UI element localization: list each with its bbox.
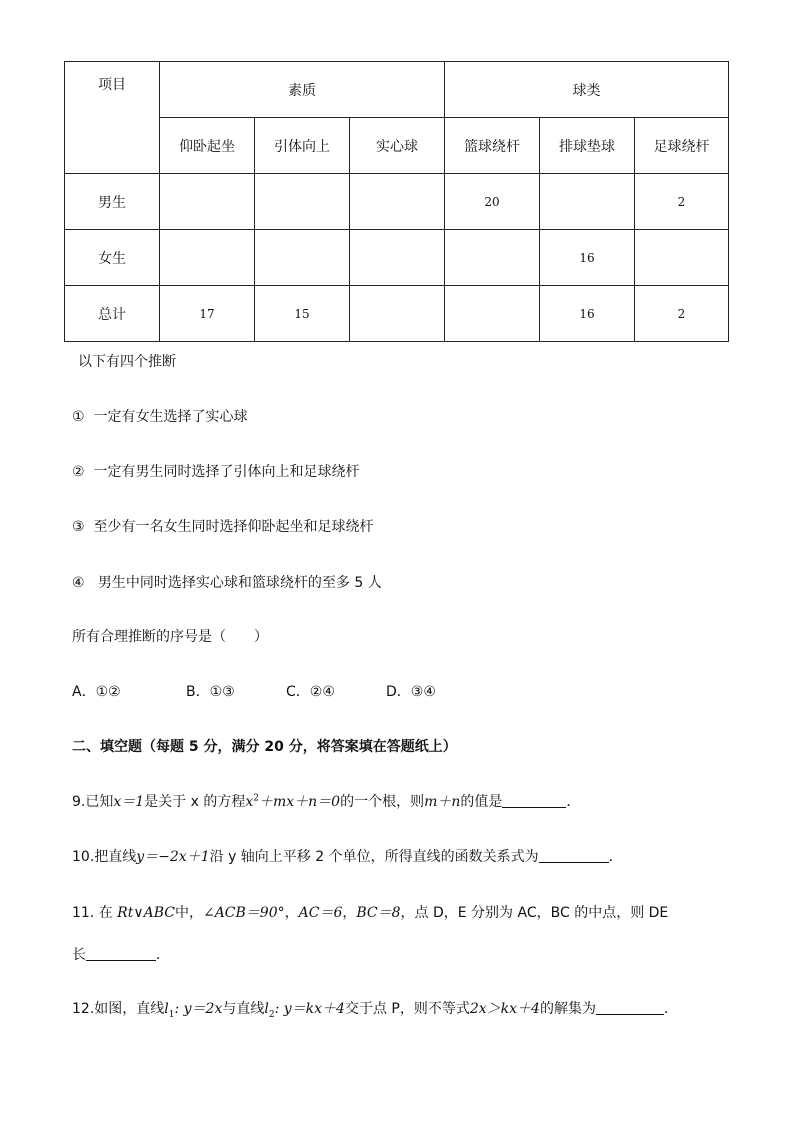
subheader-cell: 篮球绕杆 [445,118,540,174]
inference-number: ③ [72,519,85,535]
answer-blank[interactable] [539,848,609,863]
table-row [65,174,729,230]
question-9 [72,791,580,811]
option-value: ③④ [410,684,436,700]
table-cell: 20 [445,174,540,230]
q12-text: 交于点 P，则不等式 [344,1001,470,1017]
q9-math: 2 [253,793,259,804]
q12-math: l [164,1001,169,1017]
section-title: 二、填空题（每题 5 分，满分 20 分，将答案填在答题纸上） [72,739,457,755]
row-label: 男生 [65,174,160,230]
q9-math: x＝1 [113,794,145,810]
option-c[interactable] [286,681,335,701]
question-10 [72,846,623,866]
q11-math: AC＝6 [298,905,343,921]
header-group-qiulei: 球类 [445,62,729,118]
table-cell: 15 [255,286,350,342]
table-cell [255,230,350,286]
q9-math: ＋mx＋n＝0 [259,794,341,810]
header-group-suzhi: 素质 [160,62,445,118]
answer-blank[interactable] [596,1000,664,1015]
q10-text: 10.把直线 [72,849,137,865]
option-d[interactable] [386,681,436,701]
question-12 [72,998,678,1020]
table-cell: 2 [635,286,729,342]
row-label: 总计 [65,286,160,342]
q10-text: 沿 y 轴向上平移 2 个单位，所得直线的函数关系式为 [209,849,539,865]
q12-math: l [264,1001,269,1017]
q9-text: 是关于 x 的方程 [144,794,246,810]
table-cell [255,174,350,230]
q12-text: 12.如图，直线 [72,1001,165,1017]
q11-text: 11. 在 [72,905,113,921]
inference-number: ② [72,464,85,480]
subheader-cell: 引体向上 [255,118,350,174]
header-item: 项目 [65,62,160,174]
q12-math: 2 [268,1009,275,1020]
q12-math: : y＝kx＋4 [274,1001,345,1017]
q12-math: 1 [168,1009,175,1020]
q11-text: ， [342,905,357,921]
table-cell [160,174,255,230]
question-11 [72,902,668,922]
q9-text: 的一个根，则 [340,794,425,810]
table-cell [445,286,540,342]
table-cell [635,230,729,286]
option-b[interactable] [186,681,235,701]
table-cell: 16 [540,286,635,342]
inference-number: ④ [72,575,85,591]
q11-text: 长 [72,947,86,963]
option-value: ①② [95,684,121,700]
inference-text: 一定有女生选择了实心球 [93,409,248,425]
option-a[interactable] [72,681,121,701]
row-label: 女生 [65,230,160,286]
option-letter: D． [386,684,411,700]
q9-text: ． [566,794,581,810]
q9-text: 的值是 [460,794,503,810]
q12-text: 的解集为 [539,1001,596,1017]
subheader-cell: 足球绕杆 [635,118,729,174]
option-letter: A． [72,684,96,700]
table-cell [445,230,540,286]
q11-text: ，点 D，E 分别为 AC，BC 的中点，则 DE [400,905,669,921]
option-letter: B． [186,684,210,700]
q9-math: x [245,794,254,810]
table-cell [350,230,445,286]
q12-math: : y＝2x [174,1001,223,1017]
inference-text: 男生中同时选择实心球和篮球绕杆的至多 5 人 [97,575,382,591]
option-letter: C． [286,684,310,700]
subheader-cell: 实心球 [350,118,445,174]
answer-blank[interactable] [86,946,156,961]
inference-text: 一定有男生同时选择了引体向上和足球绕杆 [93,464,360,480]
q11-text: 中， [174,905,203,921]
q11-text: ， [284,905,299,921]
q9-math: m＋n [424,794,461,810]
question-11-line2 [72,944,170,964]
subheader-cell: 排球垫球 [540,118,635,174]
intro-text: 以下有四个推断 [78,354,176,370]
selection-table [64,61,729,342]
inference-number: ① [72,409,85,425]
table-cell [160,230,255,286]
q11-math: ∠ACB＝90° [202,905,285,921]
inference-1 [72,406,247,426]
table-cell: 17 [160,286,255,342]
table-row [65,286,729,342]
q12-text: ． [663,1001,678,1017]
q10-math: y＝−2x＋1 [136,849,210,865]
q9-text: 9.已知 [72,794,114,810]
table-cell: 2 [635,174,729,230]
table-row [65,230,729,286]
subheader-cell: 仰卧起坐 [160,118,255,174]
table-cell: 16 [540,230,635,286]
q11-text: ． [156,947,170,963]
q12-text: 与直线 [222,1001,265,1017]
q11-math: BC＝8 [356,905,401,921]
inference-2 [72,461,359,481]
option-value: ②④ [309,684,335,700]
q11-math: Rt∨ABC [117,905,175,921]
inference-3 [72,516,373,536]
q12-math: 2x＞kx＋4 [469,1001,540,1017]
option-value: ①③ [209,684,235,700]
table-cell [350,286,445,342]
question-text: 所有合理推断的序号是（ ） [72,629,268,645]
inference-4 [72,572,382,592]
table-cell [350,174,445,230]
inference-text: 至少有一名女生同时选择仰卧起坐和足球绕杆 [93,519,374,535]
q10-text: ． [608,849,623,865]
table-cell [540,174,635,230]
answer-blank[interactable] [502,793,566,808]
